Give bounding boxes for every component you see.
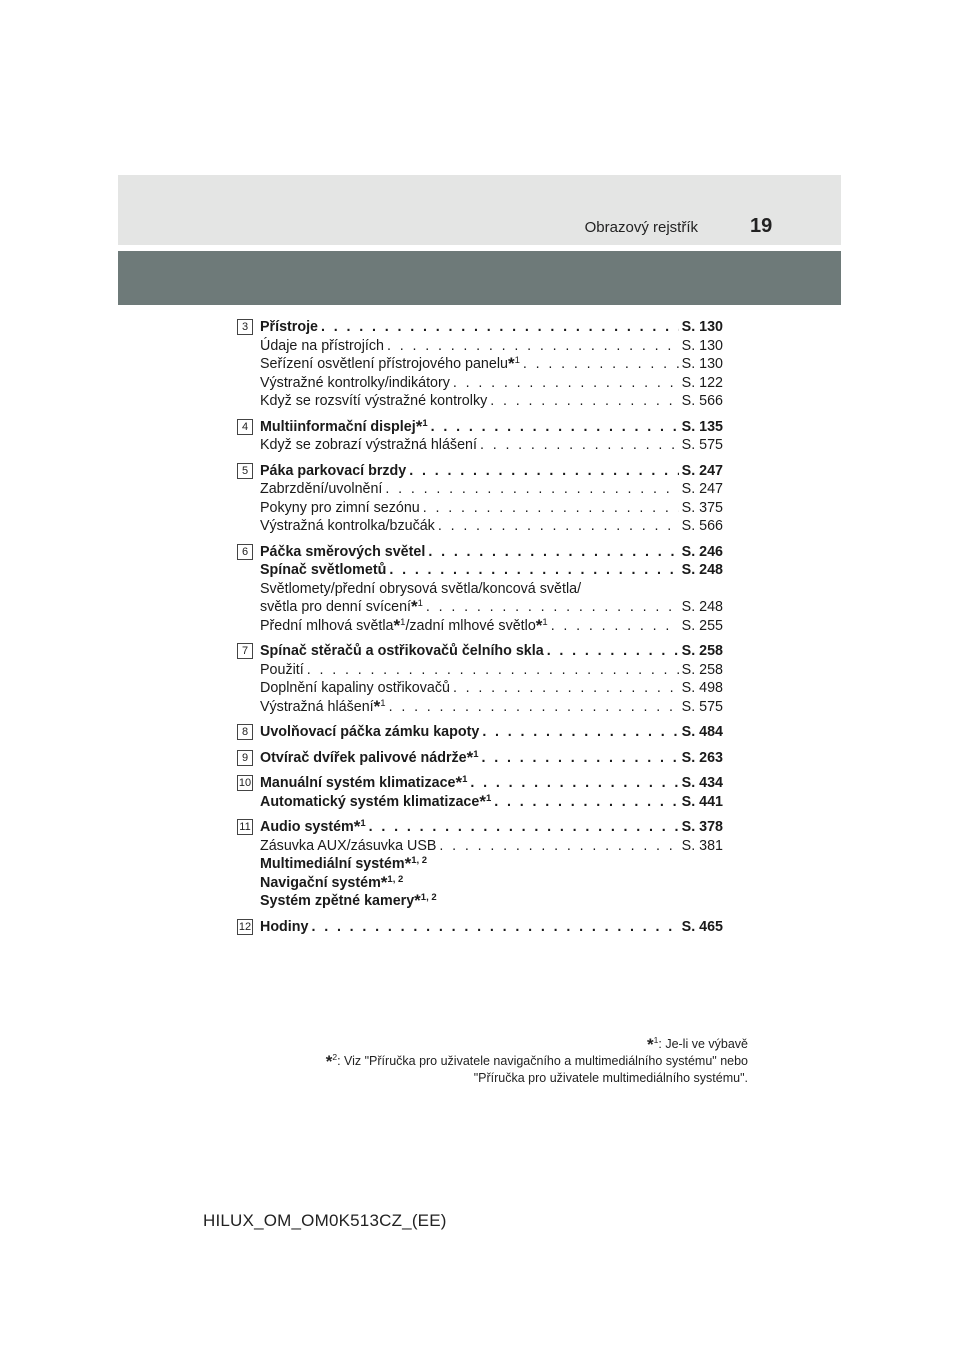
footnote-ref: 1, 2: [411, 855, 428, 866]
dot-leader: [438, 517, 679, 536]
dot-leader: [426, 598, 679, 617]
dot-leader: [470, 774, 678, 793]
dot-leader: [385, 480, 678, 499]
page-reference[interactable]: S. 378: [681, 819, 723, 835]
page-reference[interactable]: S. 381: [681, 837, 723, 854]
footnote-2-continued: "Příručka pro uživatele multimediálního systému".: [473, 1071, 748, 1085]
index-line[interactable]: [260, 355, 723, 374]
index-entry: [237, 642, 723, 716]
index-line-label: Audio systém*$^1$: [260, 817, 366, 836]
page-reference[interactable]: S. 263: [681, 749, 723, 766]
footnote-ref: 1: [462, 774, 468, 785]
page-reference[interactable]: S. 258: [681, 643, 723, 659]
dot-leader: [431, 418, 679, 437]
index-line[interactable]: [260, 392, 723, 411]
index-line-label: Zásuvka AUX/zásuvka USB: [260, 837, 437, 854]
index-line-label: Systém zpětné kamery*$^{1, 2}$: [260, 891, 437, 910]
index-line-label: Spínač světlometů: [260, 562, 387, 578]
index-line-label: Když se rozsvítí výstražné kontrolky: [260, 393, 488, 409]
index-line[interactable]: [260, 561, 723, 580]
index-line-label: Zabrzdění/uvolnění: [260, 481, 383, 497]
footnotes: [326, 1036, 748, 1087]
page-reference[interactable]: S. 246: [681, 543, 723, 560]
index-line-label: Přední mlhová světla*$^1$/zadní mlhové světlo*$^1$: [260, 615, 548, 635]
page-reference[interactable]: S. 498: [681, 680, 723, 696]
index-line-nopage: [260, 580, 723, 599]
index-line-label: Navigační systém*$^{1, 2}$: [260, 872, 404, 892]
dot-leader: [321, 318, 679, 337]
index-line-label: Přístroje: [260, 319, 319, 335]
index-line[interactable]: [260, 818, 723, 837]
index-line[interactable]: [260, 598, 723, 617]
index-line[interactable]: [260, 723, 723, 742]
page-reference[interactable]: S. 465: [681, 918, 723, 935]
footnote-2: *$^2$: Viz "Příručka pro uživatele navigačního a multimediálního systému" nebo: [325, 1052, 748, 1071]
index-line-label: Uvolňovací páčka zámku kapoty: [260, 724, 480, 740]
index-line[interactable]: [260, 918, 723, 937]
index-line-label: Světlomety/přední obrysová světla/koncová světla/: [260, 580, 582, 597]
index-line[interactable]: [260, 337, 723, 356]
index-entry: [237, 774, 723, 811]
index-line[interactable]: [260, 837, 723, 856]
page-reference[interactable]: S. 566: [681, 393, 723, 409]
page-reference[interactable]: S. 375: [681, 499, 723, 516]
index-line[interactable]: [260, 679, 723, 698]
footnote-ref: 1: [473, 748, 479, 760]
index-line[interactable]: [260, 774, 723, 793]
index-entry: [237, 418, 723, 455]
dot-leader: [387, 337, 679, 356]
entry-number-badge: 8: [237, 724, 253, 740]
index-line-nopage: [260, 892, 723, 911]
page-reference[interactable]: S. 122: [681, 374, 723, 391]
dot-leader: [494, 793, 678, 812]
page-number: 19: [750, 215, 773, 237]
index-line[interactable]: [260, 462, 723, 481]
entry-number-badge: 5: [237, 463, 253, 479]
index-line-label: světla pro denní svícení*$^1$: [260, 597, 423, 616]
page-reference[interactable]: S. 248: [681, 562, 723, 578]
dot-leader: [453, 374, 679, 393]
page-reference[interactable]: S. 130: [681, 319, 723, 335]
index-line[interactable]: [260, 499, 723, 518]
dot-leader: [428, 543, 678, 562]
index-line-label: Doplnění kapaliny ostřikovačů: [260, 680, 450, 696]
page-reference[interactable]: S. 255: [681, 617, 723, 634]
index-line-label: Manuální systém klimatizace*$^1$: [260, 773, 468, 792]
dot-leader: [389, 698, 679, 717]
index-line[interactable]: [260, 617, 723, 636]
dot-leader: [389, 561, 678, 580]
page-reference[interactable]: S. 258: [681, 661, 723, 678]
index-line-label: Výstražná hlášení*$^1$: [260, 696, 386, 716]
dot-leader: [480, 436, 679, 455]
index-list: [237, 318, 723, 943]
footnote-ref: 1: [380, 697, 386, 709]
index-line-label: Otvírač dvířek palivové nádrže*$^1$: [260, 747, 479, 767]
index-line-label: Použití: [260, 661, 304, 678]
page-reference[interactable]: S. 566: [681, 518, 723, 534]
footnote-ref: 1: [422, 417, 428, 429]
index-line[interactable]: [260, 436, 723, 455]
index-line-label: Multiinformační displej*$^1$: [260, 416, 428, 436]
entry-number-badge: 4: [237, 419, 253, 435]
dot-leader: [311, 918, 678, 937]
index-entry: [237, 462, 723, 536]
dot-leader: [409, 462, 678, 481]
entry-number-badge: 12: [238, 920, 252, 933]
index-line-label: Páčka směrových světel: [260, 543, 426, 560]
index-line-label: Seřízení osvětlení přístrojového panelu*$^1$: [260, 354, 520, 373]
entry-number-badge: 10: [238, 777, 252, 789]
dot-leader: [423, 499, 679, 518]
index-line[interactable]: [260, 698, 723, 717]
index-line-label: Hodiny: [260, 918, 309, 935]
index-line[interactable]: [260, 642, 723, 661]
dot-leader: [482, 723, 678, 742]
index-entry: [237, 543, 723, 636]
dot-leader: [369, 818, 679, 837]
index-entry: [237, 318, 723, 411]
dot-leader: [547, 642, 679, 661]
page-reference[interactable]: S. 247: [681, 462, 723, 479]
index-line-label: Když se zobrazí výstražná hlášení: [260, 437, 477, 453]
footnote-ref: 1: [360, 818, 366, 829]
index-line[interactable]: [260, 543, 723, 562]
entry-number-badge: 9: [237, 750, 253, 766]
page-reference[interactable]: S. 130: [681, 356, 723, 372]
page-reference[interactable]: S. 434: [681, 775, 723, 791]
footnote-ref: 1: [485, 792, 492, 804]
entry-number-badge: 6: [237, 544, 253, 560]
footnote-ref: 1, 2: [387, 873, 404, 885]
header-band: [118, 175, 841, 245]
index-entry: [237, 749, 723, 768]
index-line[interactable]: [260, 517, 723, 536]
index-line-label: Výstražná kontrolka/bzučák: [260, 518, 435, 534]
index-line[interactable]: [260, 793, 723, 812]
dot-leader: [490, 392, 678, 411]
index-line[interactable]: [260, 480, 723, 499]
page-reference[interactable]: S. 575: [681, 698, 723, 715]
footnote-ref: 1, 2: [420, 892, 437, 903]
entry-number-badge: 3: [237, 319, 253, 335]
footnote-ref: 1: [417, 598, 423, 609]
index-line[interactable]: [260, 418, 723, 437]
index-line-label: Údaje na přístrojích: [260, 337, 384, 354]
index-line-label: Spínač stěračů a ostřikovačů čelního skla: [260, 643, 544, 659]
page-reference[interactable]: S. 575: [681, 437, 723, 453]
index-line-label: Automatický systém klimatizace*$^1$: [260, 791, 492, 811]
index-line[interactable]: [260, 661, 723, 680]
section-title: Obrazový rejstřík: [584, 219, 698, 236]
footnote-ref: 1: [542, 616, 548, 628]
dot-leader: [551, 617, 679, 636]
entry-number-badge: 7: [237, 643, 253, 659]
index-entry: [237, 818, 723, 911]
dot-leader: [523, 355, 679, 374]
footnote-ref: 1: [514, 355, 520, 366]
dot-leader: [453, 679, 679, 698]
footnote-1: *$^1$: Je-li ve výbavě: [647, 1035, 748, 1054]
dot-leader: [307, 661, 679, 680]
index-line[interactable]: [260, 749, 723, 768]
document-code: HILUX_OM_OM0K513CZ_(EE): [203, 1211, 447, 1230]
index-line-label: Páka parkovací brzdy: [260, 462, 407, 479]
index-line[interactable]: [260, 374, 723, 393]
entry-number-badge: 11: [237, 819, 253, 835]
index-entry: [237, 723, 723, 742]
page-reference[interactable]: S. 484: [681, 724, 723, 740]
dot-leader: [439, 837, 678, 856]
index-line[interactable]: [260, 318, 723, 337]
footnote-ref: 1: [400, 616, 406, 628]
index-line-nopage: [260, 874, 723, 893]
index-line-label: Multimediální systém*$^{1, 2}$: [260, 854, 428, 873]
page-reference[interactable]: S. 130: [681, 337, 723, 354]
page-reference[interactable]: S. 441: [681, 793, 723, 810]
index-line-nopage: [260, 855, 723, 874]
index-entry: [237, 918, 723, 937]
header-dark-band: [118, 251, 841, 305]
page-reference[interactable]: S. 248: [681, 599, 723, 615]
page-reference[interactable]: S. 135: [681, 418, 723, 435]
dot-leader: [482, 749, 679, 768]
index-line-label: Pokyny pro zimní sezónu: [260, 499, 420, 516]
page-reference[interactable]: S. 247: [681, 481, 723, 497]
index-line-label: Výstražné kontrolky/indikátory: [260, 374, 450, 391]
